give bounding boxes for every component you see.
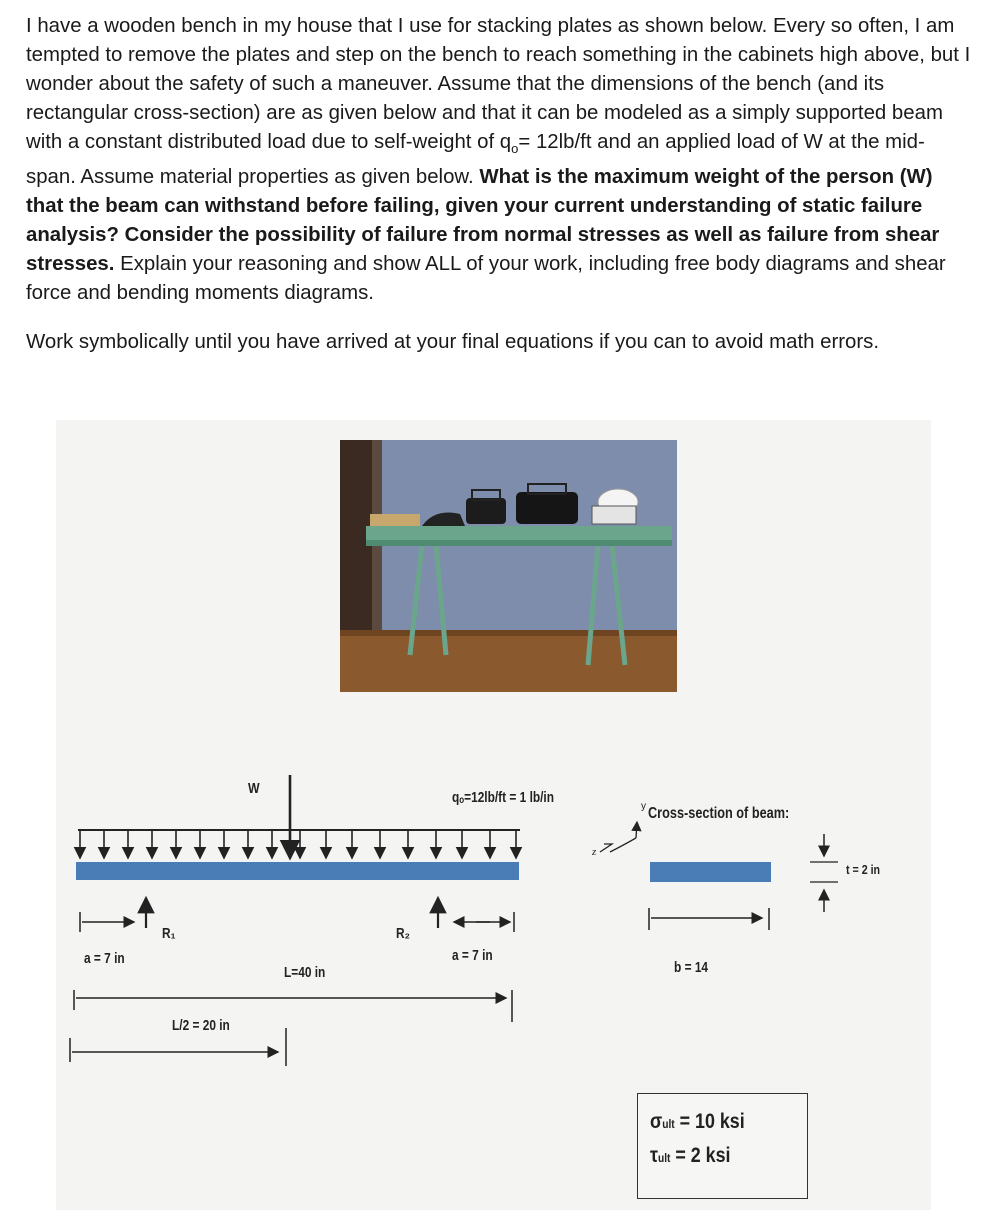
axis-sketch: [600, 822, 637, 852]
reaction-r2-label: R₂: [396, 926, 410, 942]
problem-question: What is the maximum weight of the person (W) that the beam can withstand before failing, given your current understanding of static failure analysis? Consider the possibility of failure from normal stresses as well as failure from shear stresses.: [26, 166, 940, 276]
distributed-load-arrows: [80, 830, 516, 858]
b-label: b = 14: [674, 960, 709, 976]
material-properties-box: [637, 1093, 808, 1199]
tau-ult: [650, 1144, 730, 1168]
symbolic-instruction: Work symbolically until you have arrived at your final equations if you can to avoid math errors.: [26, 331, 880, 354]
distributed-load-label: qₒ=12lb/ft = 1 lb/in: [452, 790, 555, 806]
problem-instructions: Explain your reasoning and show ALL of your work, including free body diagrams and shear force and bending moments diagrams.: [26, 253, 946, 305]
cross-section-rect: [650, 862, 771, 882]
a-left-label: a = 7 in: [84, 951, 125, 967]
a-right-label: a = 7 in: [452, 948, 493, 964]
tau-symbol: τ: [650, 1144, 658, 1167]
t-label: t = 2 in: [846, 862, 881, 877]
q-subscript: o: [511, 141, 519, 157]
half-L-label: L/2 = 20 in: [172, 1018, 230, 1034]
beam: [76, 862, 519, 880]
reaction-r1-label: R₁: [162, 926, 176, 942]
cross-section-title: Cross-section of beam:: [648, 805, 790, 822]
problem-text-intro: I have a wooden bench in my house that I use for stacking plates as shown below. Every so often, I am tempted to remove the plates and step on the bench to reach something in the cabinets high above, but I wonder about the safety of such a maneuver. Assume that the dimensions of the bench (and its rectangular cross-section) are as given below and that it can be modeled as a simply supported beam with a constant distributed load due to self-weight of q: [26, 15, 971, 153]
sigma-sub: ult: [662, 1117, 675, 1131]
L-label: L=40 in: [284, 965, 326, 981]
sigma-symbol: σ: [650, 1110, 663, 1133]
point-load-label: W: [248, 780, 260, 797]
tau-sub: ult: [657, 1151, 671, 1165]
sigma-value: = 10 ksi: [674, 1110, 745, 1133]
axis-y-label: y: [641, 801, 646, 812]
axis-z-label: z: [592, 846, 597, 858]
problem-text-load: = 12lb/ft and an applied load of W at the mid-span. Assume material properties as given below.: [26, 131, 925, 189]
tau-value: = 2 ksi: [670, 1144, 731, 1167]
sigma-ult: [650, 1110, 745, 1134]
